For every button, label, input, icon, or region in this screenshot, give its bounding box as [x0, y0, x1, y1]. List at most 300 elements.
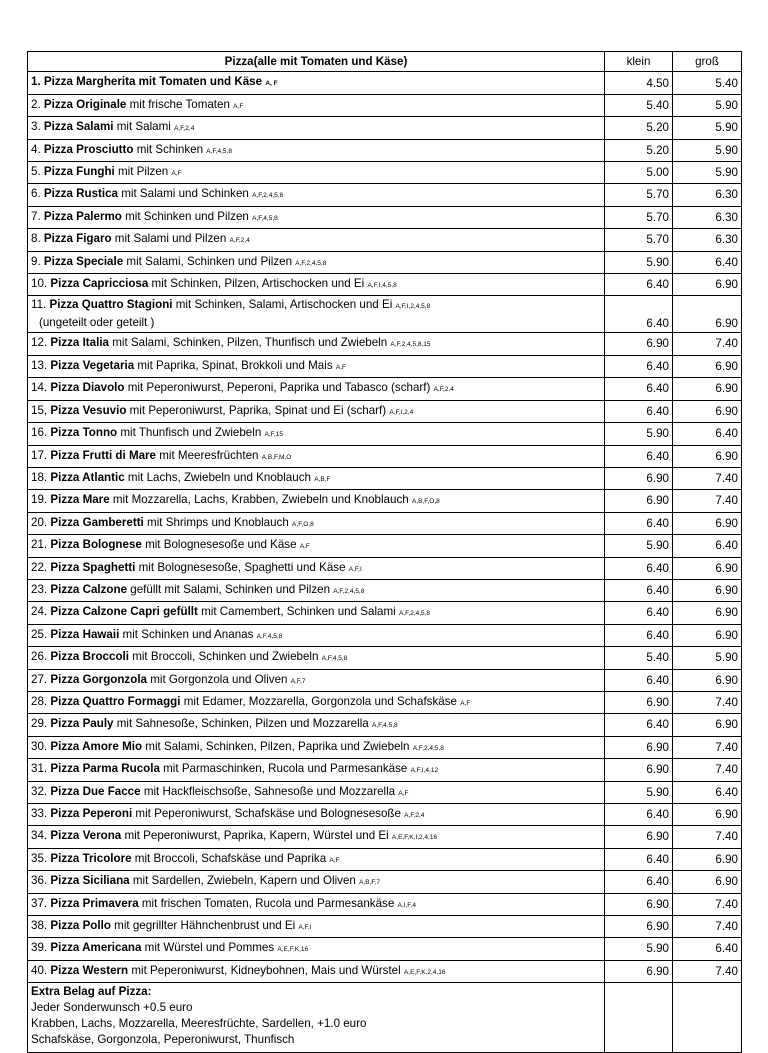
menu-item-description — [28, 72, 605, 94]
price-small: 6.90 — [605, 490, 673, 512]
menu-item-row — [28, 139, 742, 161]
item-name: Pizza Capricciosa — [50, 277, 149, 291]
allergen-codes: A,F — [460, 699, 471, 707]
menu-item-line — [31, 826, 601, 847]
extras-line: Krabben, Lachs, Mozzarella, Meeresfrüchte, Sardellen, +1.0 euro — [31, 1017, 367, 1031]
item-number: 15, — [31, 403, 48, 417]
menu-item-description — [28, 162, 605, 184]
item-number: 40. — [31, 963, 48, 977]
menu-item-line — [31, 961, 601, 982]
allergen-codes: A,E,F,K,2,4,16 — [403, 968, 446, 976]
menu-item-row — [28, 535, 742, 557]
item-number: 11. — [31, 298, 47, 312]
item-name: Pizza Vesuvio — [50, 403, 127, 417]
price-large: 7.40 — [673, 691, 742, 713]
menu-title: Pizza(alle mit Tomaten und Käse) — [28, 52, 605, 72]
menu-item-description — [28, 296, 605, 333]
menu-item-line — [31, 378, 601, 399]
menu-item-line — [31, 714, 601, 735]
extras-small-empty — [605, 983, 673, 1053]
item-ingredients: mit Salami, Schinken, Pilzen, Thunfisch und Zwiebeln — [112, 336, 388, 350]
menu-item-description — [28, 916, 605, 938]
item-ingredients: mit Broccoli, Schinken und Zwiebeln — [132, 650, 319, 664]
price-large: 7.40 — [673, 893, 742, 915]
menu-item-description — [28, 826, 605, 848]
menu-item-row — [28, 916, 742, 938]
item-ingredients: mit Schinken, Salami, Artischocken und Ei — [175, 298, 393, 312]
menu-item-row — [28, 333, 742, 355]
menu-item-line — [31, 184, 601, 205]
allergen-codes: A,I,F,4 — [397, 901, 416, 909]
item-name: Pizza Amore Mio — [50, 739, 143, 753]
menu-item-row — [28, 714, 742, 736]
price-small: 6.90 — [605, 736, 673, 758]
menu-item-line — [31, 670, 601, 691]
price-small: 6.40 — [605, 274, 673, 296]
price-large: 7.40 — [673, 826, 742, 848]
menu-item-row — [28, 848, 742, 870]
menu-item-row — [28, 467, 742, 489]
allergen-codes: A,F,2,4 — [433, 386, 454, 394]
item-name: Pizza Western — [50, 963, 129, 977]
price-small: 6.90 — [605, 333, 673, 355]
price-small: 6.40 — [605, 669, 673, 691]
allergen-codes: A,F — [233, 102, 244, 110]
menu-item-description — [28, 467, 605, 489]
item-name: Pizza Peperoni — [50, 807, 133, 820]
item-ingredients: mit Salami und Pilzen — [114, 232, 227, 246]
item-name: Pizza Margherita mit Tomaten und Käse — [43, 75, 263, 89]
price-large: 6.40 — [673, 781, 742, 803]
price-large: 5.90 — [673, 647, 742, 669]
menu-item-description — [28, 333, 605, 355]
item-name: Pizza Mare — [50, 493, 110, 507]
allergen-codes: A,F,2,4,5,8 — [295, 259, 327, 267]
item-number: 6. — [31, 187, 41, 201]
menu-item-line — [31, 759, 601, 780]
menu-item-line — [31, 535, 601, 556]
item-ingredients: mit Hackfleischsoße, Sahnesoße und Mozzarella — [143, 784, 396, 798]
item-number: 25. — [31, 627, 48, 641]
menu-item-description — [28, 445, 605, 467]
price-small: 6.90 — [605, 691, 673, 713]
price-small: 5.90 — [605, 938, 673, 960]
item-name: Pizza Americana — [50, 941, 142, 955]
price-large: 6.90 — [673, 579, 742, 601]
price-small: 5.20 — [605, 117, 673, 139]
menu-item-line — [31, 356, 601, 377]
item-ingredients: mit Peperoniwurst, Paprika, Kapern, Würstel und Ei — [124, 829, 389, 843]
price-large: 5.90 — [673, 94, 742, 116]
extras-line: Schafskäse, Gorgonzola, Peperoniwurst, Thunfisch — [31, 1033, 295, 1047]
price-small: 6.40 — [605, 804, 673, 826]
menu-item-description — [28, 848, 605, 870]
item-ingredients: mit Gorgonzola und Oliven — [150, 672, 288, 686]
menu-item-line — [31, 782, 601, 803]
price-large: 7.40 — [673, 333, 742, 355]
menu-item-row — [28, 490, 742, 512]
price-large: 6.40 — [673, 423, 742, 445]
menu-item-description — [28, 490, 605, 512]
price-small: 5.70 — [605, 206, 673, 228]
menu-item-row — [28, 355, 742, 377]
price-small: 6.40 — [605, 602, 673, 624]
price-large: 7.40 — [673, 490, 742, 512]
item-number: 16. — [31, 426, 48, 440]
menu-item-line — [31, 894, 601, 915]
item-number: 37. — [31, 896, 48, 910]
item-ingredients: mit Bolognesesoße, Spaghetti und Käse — [138, 560, 346, 574]
size-small-header: klein — [605, 52, 673, 72]
allergen-codes: A,F,4,5,8 — [206, 147, 232, 155]
extras-cell — [28, 983, 605, 1053]
price-small: 5.40 — [605, 647, 673, 669]
allergen-codes: A,F,I,4,5,8 — [367, 282, 397, 290]
menu-item-row — [28, 579, 742, 601]
price-large: 6.90 — [673, 714, 742, 736]
item-number: 35. — [31, 851, 48, 865]
item-name: Pizza Due Facce — [50, 784, 141, 798]
menu-item-line — [31, 804, 601, 825]
menu-item-line — [31, 558, 601, 579]
item-number: 30. — [31, 739, 48, 753]
item-ingredients: mit Peperoniwurst, Schafskäse und Bolognesesoße — [135, 807, 401, 820]
menu-item-description — [28, 378, 605, 400]
menu-item-line — [31, 252, 601, 273]
price-small: 5.90 — [605, 535, 673, 557]
menu-item-row — [28, 274, 742, 296]
menu-item-description — [28, 251, 605, 273]
allergen-codes: A,F — [329, 856, 340, 864]
allergen-codes: A,E,F,K,I,2,4,16 — [391, 834, 438, 842]
item-ingredients: gefüllt mit Salami, Schinken und Pilzen — [130, 582, 331, 596]
pizza-menu-table — [27, 51, 742, 1053]
price-large: 6.90 — [673, 669, 742, 691]
item-ingredients: mit Schinken und Ananas — [122, 627, 254, 641]
item-number: 5. — [31, 165, 41, 179]
allergen-codes: A,F,2,4,5,8 — [333, 587, 365, 595]
item-name: Pizza Speciale — [43, 254, 124, 268]
item-name: Pizza Bolognese — [50, 538, 142, 552]
menu-item-row — [28, 229, 742, 251]
allergen-codes: A,F,I,2,4 — [389, 408, 414, 416]
price-small: 6.90 — [605, 893, 673, 915]
menu-item-description — [28, 117, 605, 139]
allergen-codes: A,F,I — [298, 924, 312, 932]
menu-item-row — [28, 624, 742, 646]
item-name: Pizza Spaghetti — [50, 560, 136, 574]
menu-item-description — [28, 184, 605, 206]
menu-item-description — [28, 557, 605, 579]
allergen-codes: A,B,F,M,O — [261, 453, 292, 461]
item-name: Pizza Originale — [43, 97, 127, 111]
price-small: 5.20 — [605, 139, 673, 161]
menu-item-row — [28, 781, 742, 803]
menu-item-description — [28, 355, 605, 377]
price-small: 6.40 — [605, 579, 673, 601]
price-small: 6.40 — [605, 400, 673, 422]
menu-item-row — [28, 938, 742, 960]
menu-item-line — [31, 95, 601, 116]
menu-item-row — [28, 206, 742, 228]
menu-item-description — [28, 602, 605, 624]
allergen-codes: A,F,I — [348, 565, 362, 573]
menu-item-row — [28, 400, 742, 422]
price-large: 6.30 — [673, 206, 742, 228]
menu-item-row — [28, 871, 742, 893]
item-ingredients: mit Schinken, Pilzen, Artischocken und Ei — [151, 277, 365, 291]
allergen-codes: A,F,4,5,8 — [256, 632, 283, 640]
menu-body — [28, 72, 742, 983]
item-number: 19. — [31, 493, 48, 507]
item-name: Pizza Palermo — [43, 209, 122, 223]
menu-item-line — [31, 117, 601, 138]
item-number: 18. — [31, 470, 48, 484]
price-small: 6.40 — [605, 871, 673, 893]
item-number: 12. — [31, 336, 48, 350]
menu-item-row — [28, 759, 742, 781]
price-large: 6.40 — [673, 938, 742, 960]
item-name: Pizza Primavera — [50, 896, 139, 910]
item-name: Pizza Salami — [43, 120, 114, 134]
item-name: Pizza Broccoli — [50, 650, 129, 664]
item-number: 17. — [31, 448, 48, 462]
menu-item-line — [31, 229, 601, 250]
menu-item-row — [28, 378, 742, 400]
item-name: Pizza Prosciutto — [43, 142, 134, 156]
menu-item-row — [28, 602, 742, 624]
menu-item-line — [31, 162, 601, 183]
item-number: 33. — [31, 807, 48, 820]
price-small: 6.90 — [605, 960, 673, 982]
price-small: 5.40 — [605, 94, 673, 116]
menu-item-line — [31, 737, 601, 758]
menu-item-line — [31, 625, 601, 646]
allergen-codes: A,F,2,4 — [404, 812, 425, 819]
allergen-codes: A,F,O,8 — [292, 520, 314, 528]
menu-item-line — [31, 423, 601, 444]
item-ingredients: mit Camembert, Schinken und Salami — [201, 605, 396, 619]
menu-item-line — [31, 468, 601, 489]
item-ingredients: mit Sardellen, Zwiebeln, Kapern und Oliven — [132, 874, 356, 888]
allergen-codes: A,F,2,4,5,8,15 — [390, 341, 431, 349]
price-large: 6.90 — [673, 624, 742, 646]
allergen-codes: A,F,15 — [264, 431, 283, 439]
price-large: 6.90 — [673, 804, 742, 826]
price-small: 4.50 — [605, 72, 673, 94]
menu-item-note: (ungeteilt oder geteilt ) — [39, 316, 155, 330]
allergen-codes: A,F,I,4,12 — [410, 767, 439, 775]
menu-item-row — [28, 826, 742, 848]
allergen-codes: A,F,4,5,8 — [321, 655, 348, 663]
size-large-header: groß — [673, 52, 742, 72]
menu-item-row — [28, 184, 742, 206]
menu-item-row — [28, 557, 742, 579]
allergen-codes: A,F,2,4,5,8 — [412, 744, 444, 752]
item-name: Pizza Siciliana — [50, 874, 130, 888]
item-name: Pizza Italia — [50, 336, 109, 350]
item-ingredients: mit Paprika, Spinat, Brokkoli und Mais — [137, 358, 333, 372]
item-ingredients: mit Meeresfrüchten — [159, 448, 259, 462]
item-name: Pizza Vegetaria — [50, 358, 135, 372]
price-large: 6.90 — [673, 296, 742, 333]
price-large: 6.90 — [673, 848, 742, 870]
price-small: 5.90 — [605, 251, 673, 273]
item-number: 7. — [31, 209, 41, 223]
item-name: Pizza Hawaii — [50, 627, 120, 641]
price-small: 6.40 — [605, 296, 673, 333]
menu-item-description — [28, 960, 605, 982]
item-name: Pizza Atlantic — [50, 470, 125, 484]
menu-item-description — [28, 938, 605, 960]
item-ingredients: mit Salami, Schinken, Pilzen, Paprika und Zwiebeln — [145, 739, 410, 753]
item-number: 3. — [31, 120, 41, 134]
menu-item-row — [28, 72, 742, 94]
price-large: 5.90 — [673, 139, 742, 161]
item-ingredients: mit Shrimps und Knoblauch — [147, 515, 289, 529]
item-number: 21. — [31, 538, 48, 552]
item-ingredients: mit Salami und Schinken — [121, 187, 249, 201]
item-name: Pizza Frutti di Mare — [50, 448, 157, 462]
price-small: 6.40 — [605, 848, 673, 870]
item-name: Pizza Rustica — [43, 187, 119, 201]
item-ingredients: mit Salami, Schinken und Pilzen — [126, 254, 293, 268]
extras-title: Extra Belag auf Pizza: — [31, 985, 152, 999]
item-ingredients: mit Mozzarella, Lachs, Krabben, Zwiebeln und Knoblauch — [112, 493, 409, 507]
allergen-codes: A,F,4,5,8 — [252, 214, 278, 222]
item-number: 23. — [31, 582, 48, 596]
menu-item-description — [28, 871, 605, 893]
item-ingredients: mit Bolognesesoße und Käse — [145, 538, 297, 552]
menu-item-row — [28, 691, 742, 713]
item-ingredients: mit frischen Tomaten, Rucola und Parmesankäse — [141, 896, 395, 910]
item-name: Pizza Gorgonzola — [50, 672, 147, 686]
price-large: 7.40 — [673, 916, 742, 938]
price-small: 6.40 — [605, 557, 673, 579]
menu-item-line — [31, 297, 601, 315]
item-name: Pizza Tonno — [50, 426, 118, 440]
menu-item-row — [28, 296, 742, 333]
item-number: 2. — [31, 97, 41, 111]
item-number: 22. — [31, 560, 48, 574]
menu-item-description — [28, 535, 605, 557]
menu-item-description — [28, 714, 605, 736]
price-large: 6.90 — [673, 512, 742, 534]
menu-item-description — [28, 647, 605, 669]
allergen-codes: A,F — [299, 543, 310, 551]
item-name: Pizza Quattro Stagioni — [49, 298, 173, 312]
menu-item-row — [28, 736, 742, 758]
item-ingredients: mit Broccoli, Schafskäse und Paprika — [134, 851, 327, 865]
menu-item-description — [28, 893, 605, 915]
item-name: Pizza Diavolo — [50, 381, 125, 395]
menu-item-line — [31, 513, 601, 534]
item-number: 8. — [31, 232, 41, 246]
price-large: 6.90 — [673, 400, 742, 422]
item-number: 9. — [31, 254, 41, 268]
allergen-codes: A,F — [171, 170, 182, 178]
menu-item-line — [31, 446, 601, 467]
item-number: 14. — [31, 381, 48, 395]
item-ingredients: mit Peperoniwurst, Paprika, Spinat und Ei (scharf) — [129, 403, 387, 417]
menu-item-description — [28, 804, 605, 826]
price-small: 6.40 — [605, 624, 673, 646]
price-small: 6.90 — [605, 467, 673, 489]
item-number: 10. — [31, 277, 48, 291]
menu-item-description — [28, 759, 605, 781]
price-small: 6.40 — [605, 714, 673, 736]
item-number: 36. — [31, 874, 48, 888]
item-ingredients: mit Edamer, Mozzarella, Gorgonzola und Schafskäse — [183, 694, 457, 708]
price-small: 5.70 — [605, 184, 673, 206]
price-large: 7.40 — [673, 759, 742, 781]
menu-item-row — [28, 647, 742, 669]
menu-item-line — [31, 938, 601, 959]
item-number: 24. — [31, 605, 48, 619]
menu-item-description — [28, 206, 605, 228]
extras-large-empty — [673, 983, 742, 1053]
item-ingredients: mit Schinken — [136, 142, 204, 156]
price-small: 5.00 — [605, 162, 673, 184]
item-name: Pizza Funghi — [43, 165, 115, 179]
price-large: 6.40 — [673, 251, 742, 273]
price-large: 7.40 — [673, 467, 742, 489]
allergen-codes: A,F,4,5,8 — [371, 722, 398, 730]
item-number: 32. — [31, 784, 48, 798]
allergen-codes: A,F,2,4 — [229, 237, 250, 245]
price-large: 6.30 — [673, 184, 742, 206]
menu-item-description — [28, 229, 605, 251]
item-name: Pizza Calzone Capri gefüllt — [50, 605, 198, 619]
menu-item-description — [28, 781, 605, 803]
item-name: Pizza Figaro — [43, 232, 112, 246]
item-ingredients: mit Lachs, Zwiebeln und Knoblauch — [127, 470, 311, 484]
menu-item-row — [28, 423, 742, 445]
item-name: Pizza Pollo — [50, 919, 111, 933]
item-ingredients: mit frische Tomaten — [129, 97, 230, 111]
menu-item-row — [28, 512, 742, 534]
price-small: 6.40 — [605, 378, 673, 400]
price-small: 6.90 — [605, 826, 673, 848]
price-large: 6.40 — [673, 535, 742, 557]
allergen-codes: A,B,F — [314, 475, 331, 483]
price-large: 6.30 — [673, 229, 742, 251]
menu-item-line — [31, 140, 601, 161]
price-small: 5.90 — [605, 781, 673, 803]
item-ingredients: mit Peperoniwurst, Peperoni, Paprika und Tabasco (scharf) — [127, 381, 431, 395]
item-number: 29. — [31, 717, 48, 731]
price-large: 7.40 — [673, 736, 742, 758]
item-number: 4. — [31, 142, 41, 156]
item-number: 27. — [31, 672, 48, 686]
menu-item-line — [31, 647, 601, 668]
menu-item-line — [31, 916, 601, 937]
item-ingredients: mit gegrillter Hähnchenbrust und Ei — [114, 919, 296, 933]
menu-item-description — [28, 736, 605, 758]
menu-item-description — [28, 400, 605, 422]
menu-item-line — [31, 490, 601, 511]
price-large: 6.90 — [673, 355, 742, 377]
allergen-codes: A,E,F,K,16 — [277, 946, 309, 954]
menu-item-row — [28, 445, 742, 467]
menu-item-row — [28, 117, 742, 139]
menu-item-line — [31, 72, 601, 93]
menu-item-row — [28, 162, 742, 184]
item-ingredients: mit Würstel und Pommes — [144, 941, 275, 955]
menu-item-row — [28, 804, 742, 826]
menu-item-line — [31, 871, 601, 892]
price-large: 5.90 — [673, 117, 742, 139]
